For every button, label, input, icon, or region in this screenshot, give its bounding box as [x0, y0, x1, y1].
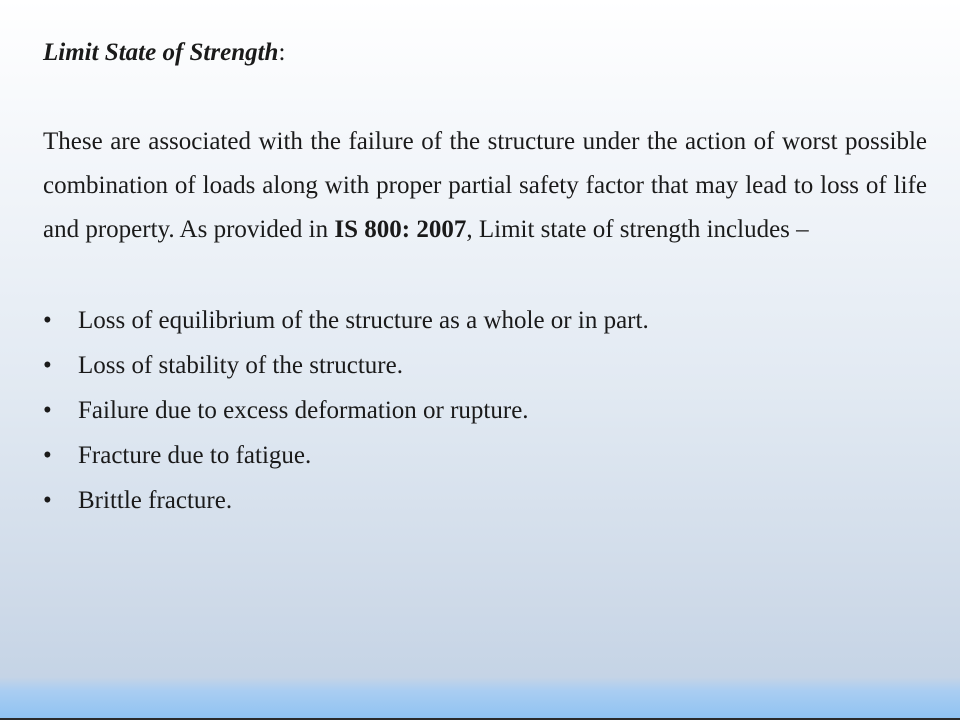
paragraph-text-1: These are associated with the failure of the structure under the action of worst possible combination of loads along with proper partial safety factor that may lead to loss of life and property. As provided in	[43, 128, 927, 243]
bullet-icon: •	[43, 487, 52, 514]
list-item-text: Loss of equilibrium of the structure as a whole or in part.	[78, 307, 649, 334]
list-item-text: Brittle fracture.	[78, 487, 233, 514]
description-paragraph	[43, 120, 927, 252]
list-item-text: Fracture due to fatigue.	[78, 442, 312, 469]
heading-title: Limit State of Strength	[43, 39, 279, 66]
code-reference: IS 800: 2007	[334, 216, 467, 243]
list-item	[43, 433, 923, 478]
bullet-icon: •	[43, 442, 52, 469]
bullet-icon: •	[43, 397, 52, 424]
list-item	[43, 343, 923, 388]
bullet-icon: •	[43, 307, 52, 334]
list-item	[43, 478, 923, 523]
paragraph-text-2: , Limit state of strength includes –	[466, 216, 809, 243]
bullet-list	[43, 298, 923, 523]
slide-heading	[43, 36, 285, 70]
list-item	[43, 298, 923, 343]
bullet-icon: •	[43, 352, 52, 379]
list-item-text: Loss of stability of the structure.	[78, 352, 403, 379]
heading-colon: :	[278, 39, 286, 66]
list-item-text: Failure due to excess deformation or rupture.	[78, 397, 529, 424]
list-item	[43, 388, 923, 433]
